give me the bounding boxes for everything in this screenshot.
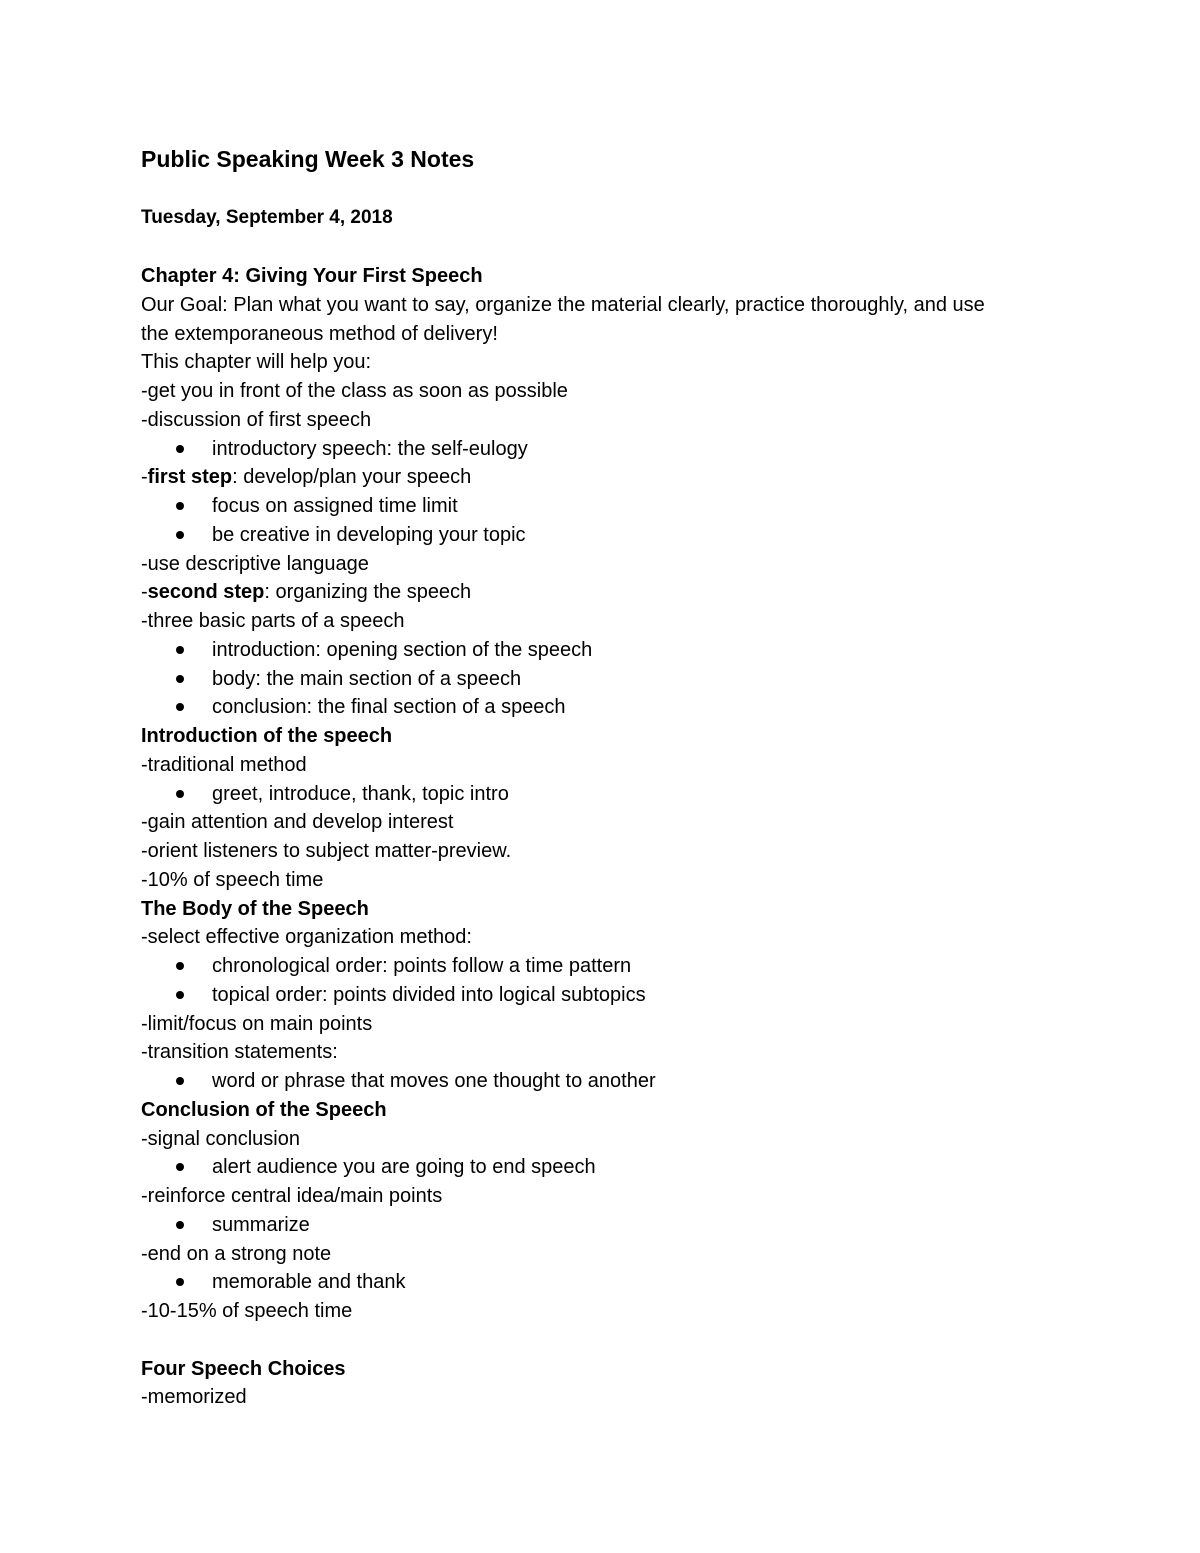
note-line: -signal conclusion (141, 1127, 300, 1150)
bullet-item (141, 665, 1081, 694)
bullet-item (141, 1153, 1081, 1182)
bullet-dot-icon (176, 445, 184, 453)
section-heading: Conclusion of the Speech (141, 1098, 387, 1121)
bullet-item (141, 1268, 1081, 1297)
note-line: -10-15% of speech time (141, 1300, 353, 1322)
bullet-dot-icon (176, 703, 184, 711)
blank-line (141, 1326, 1081, 1355)
bullet-item (141, 435, 1081, 464)
note-line: -discussion of first speech (141, 408, 372, 431)
bullet-text: introduction: opening section of the speech (212, 638, 593, 661)
note-line: -transition statements: (141, 1041, 338, 1064)
bullet-text: memorable and thank (212, 1271, 406, 1294)
note-line: -reinforce central idea/main points (141, 1185, 443, 1207)
note-line: Our Goal: Plan what you want to say, organize the material clearly, practice thoroughly, and use (141, 293, 985, 316)
bullet-item (141, 780, 1081, 809)
note-line: -three basic parts of a speech (141, 610, 405, 632)
note-line: -limit/focus on main points (141, 1012, 373, 1035)
bullet-item (141, 693, 1081, 722)
bullet-dot-icon (176, 1163, 184, 1171)
bullet-item (141, 636, 1081, 665)
bullet-item (141, 1067, 1081, 1096)
bullet-dot-icon (176, 675, 184, 683)
note-line: the extemporaneous method of delivery! (141, 322, 498, 345)
bullet-item (141, 981, 1081, 1010)
bullet-dot-icon (176, 1278, 184, 1286)
bullet-text: focus on assigned time limit (212, 495, 458, 517)
bullet-text: topical order: points divided into logical subtopics (212, 983, 646, 1006)
bullet-dot-icon (176, 502, 184, 510)
bullet-item (141, 952, 1081, 981)
document-title: Public Speaking Week 3 Notes (141, 146, 475, 172)
line-rest: : organizing the speech (264, 581, 472, 604)
note-line: -traditional method (141, 753, 307, 776)
line-prefix: - (141, 581, 148, 604)
bullet-text: word or phrase that moves one thought to another (212, 1070, 656, 1092)
bullet-item (141, 521, 1081, 550)
bullet-item (141, 1211, 1081, 1240)
bullet-text: be creative in developing your topic (212, 523, 526, 546)
bullet-text: greet, introduce, thank, topic intro (212, 782, 509, 805)
bullet-text: chronological order: points follow a time pattern (212, 955, 632, 977)
note-line: -10% of speech time (141, 868, 324, 891)
bullet-dot-icon (176, 962, 184, 970)
bold-term: first step (147, 466, 233, 489)
bullet-text: conclusion: the final section of a speech (212, 696, 566, 719)
note-line: This chapter will help you: (141, 351, 372, 374)
note-line: -memorized (141, 1386, 247, 1409)
note-line: -get you in front of the class as soon as possible (141, 380, 568, 402)
section-heading: Introduction of the speech (141, 725, 393, 747)
note-line (141, 578, 1081, 607)
note-line: -orient listeners to subject matter-preview. (141, 840, 512, 862)
line-rest: : develop/plan your speech (232, 466, 472, 489)
bullet-dot-icon (176, 646, 184, 654)
bullet-dot-icon (176, 1077, 184, 1085)
bullet-dot-icon (176, 991, 184, 999)
bullet-text: body: the main section of a speech (212, 667, 522, 690)
section-heading: Chapter 4: Giving Your First Speech (141, 265, 483, 287)
note-line (141, 463, 1081, 492)
note-line: -end on a strong note (141, 1242, 332, 1265)
bullet-item (141, 492, 1081, 521)
bullet-dot-icon (176, 531, 184, 539)
note-line: -use descriptive language (141, 552, 369, 575)
bold-term: second step (147, 581, 265, 604)
section-heading: The Body of the Speech (141, 897, 369, 920)
bullet-text: alert audience you are going to end speech (212, 1156, 596, 1179)
note-line: -select effective organization method: (141, 926, 472, 949)
line-prefix: - (141, 466, 148, 489)
bullet-text: summarize (212, 1213, 310, 1236)
document-date: Tuesday, September 4, 2018 (141, 207, 393, 228)
notes-body (141, 262, 1081, 1412)
section-heading: Four Speech Choices (141, 1357, 346, 1380)
bullet-dot-icon (176, 790, 184, 798)
note-line: -gain attention and develop interest (141, 811, 454, 834)
bullet-dot-icon (176, 1221, 184, 1229)
bullet-text: introductory speech: the self-eulogy (212, 437, 528, 460)
